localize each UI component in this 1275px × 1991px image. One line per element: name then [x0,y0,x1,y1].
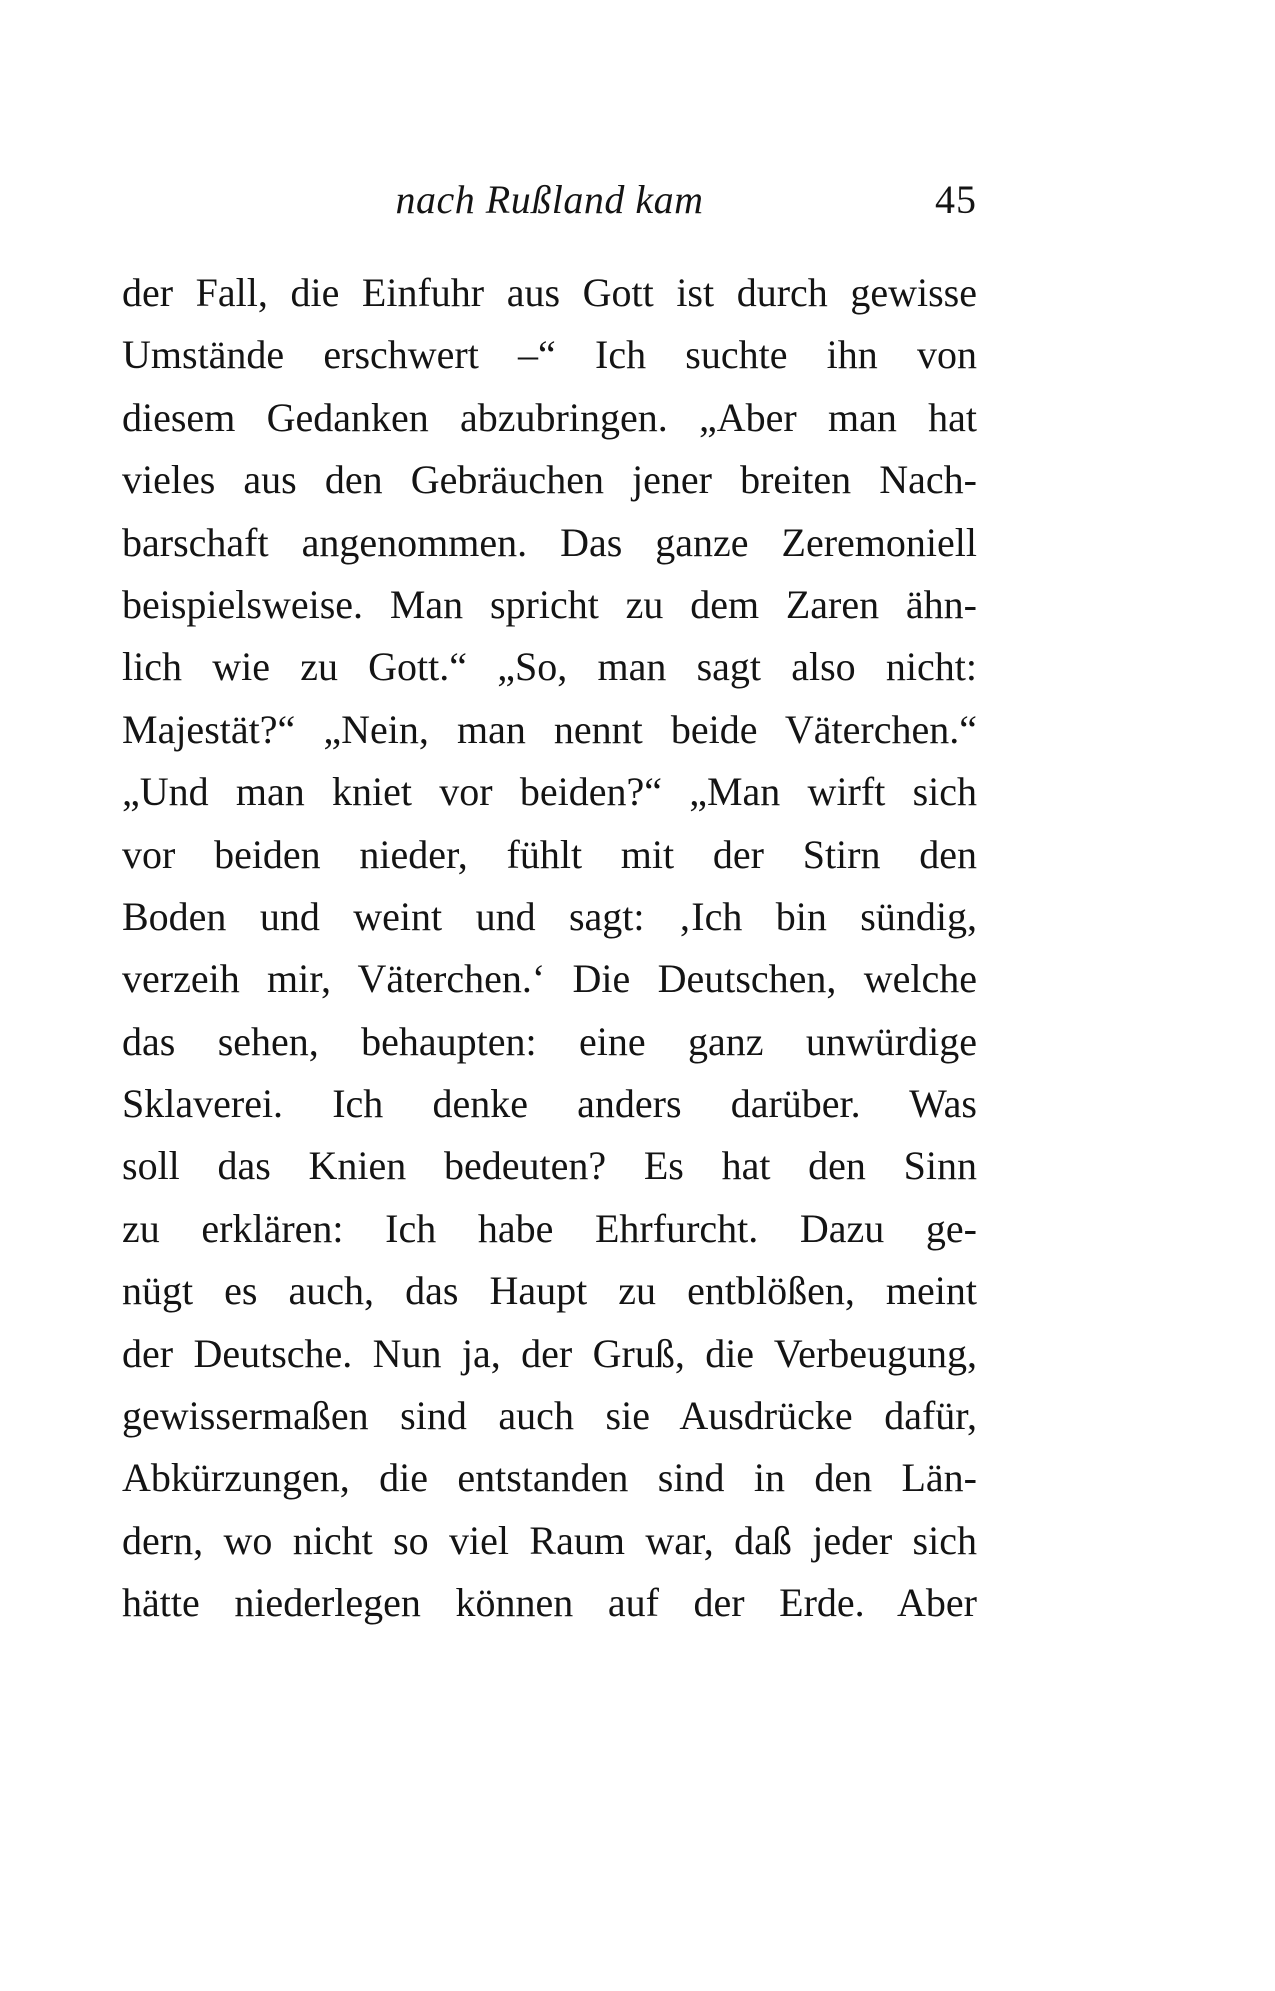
running-title: nach Rußland kam [395,177,704,222]
text-line: diesem Gedanken abzubringen. „Aber man hat [122,394,977,440]
text-line: Majestät?“ „Nein, man nennt beide Väterchen.“ [122,706,977,752]
text-line: lich wie zu Gott.“ „So, man sagt also nicht: [122,644,977,690]
text-line: vieles aus den Gebräuchen jener breiten Nach- [122,457,977,503]
running-head [122,170,977,230]
text-line: soll das Knien bedeuten? Es hat den Sinn [122,1143,977,1189]
text-line: nügt es auch, das Haupt zu entblößen, meint [122,1268,977,1314]
text-line: verzeih mir, Väterchen.‘ Die Deutschen, welche [122,956,977,1002]
text-line: der Deutsche. Nun ja, der Gruß, die Verbeugung, [122,1330,977,1376]
text-line: Sklaverei. Ich denke anders darüber. Was [122,1081,977,1127]
text-line: barschaft angenommen. Das ganze Zeremoniell [122,519,977,565]
text-line: vor beiden nieder, fühlt mit der Stirn den [122,831,977,877]
text-line: Umstände erschwert –“ Ich suchte ihn von [122,332,977,378]
text-line: der Fall, die Einfuhr aus Gott ist durch gewisse [122,270,977,315]
text-line: dern, wo nicht so viel Raum war, daß jeder sich [122,1517,977,1563]
text-line: beispielsweise. Man spricht zu dem Zaren ähn- [122,581,977,627]
body-text [122,262,977,1635]
text-line: „Und man kniet vor beiden?“ „Man wirft sich [122,769,977,815]
text-line: Boden und weint und sagt: ‚Ich bin sündig, [122,893,977,939]
text-line: hätte niederlegen können auf der Erde. Aber [122,1580,977,1626]
text-line: Abkürzungen, die entstanden sind in den Län- [122,1455,977,1501]
text-line: gewissermaßen sind auch sie Ausdrücke dafür, [122,1393,977,1439]
page-number: 45 [935,177,977,222]
text-line: das sehen, behaupten: eine ganz unwürdige [122,1018,977,1064]
text-line: zu erklären: Ich habe Ehrfurcht. Dazu ge- [122,1205,977,1251]
